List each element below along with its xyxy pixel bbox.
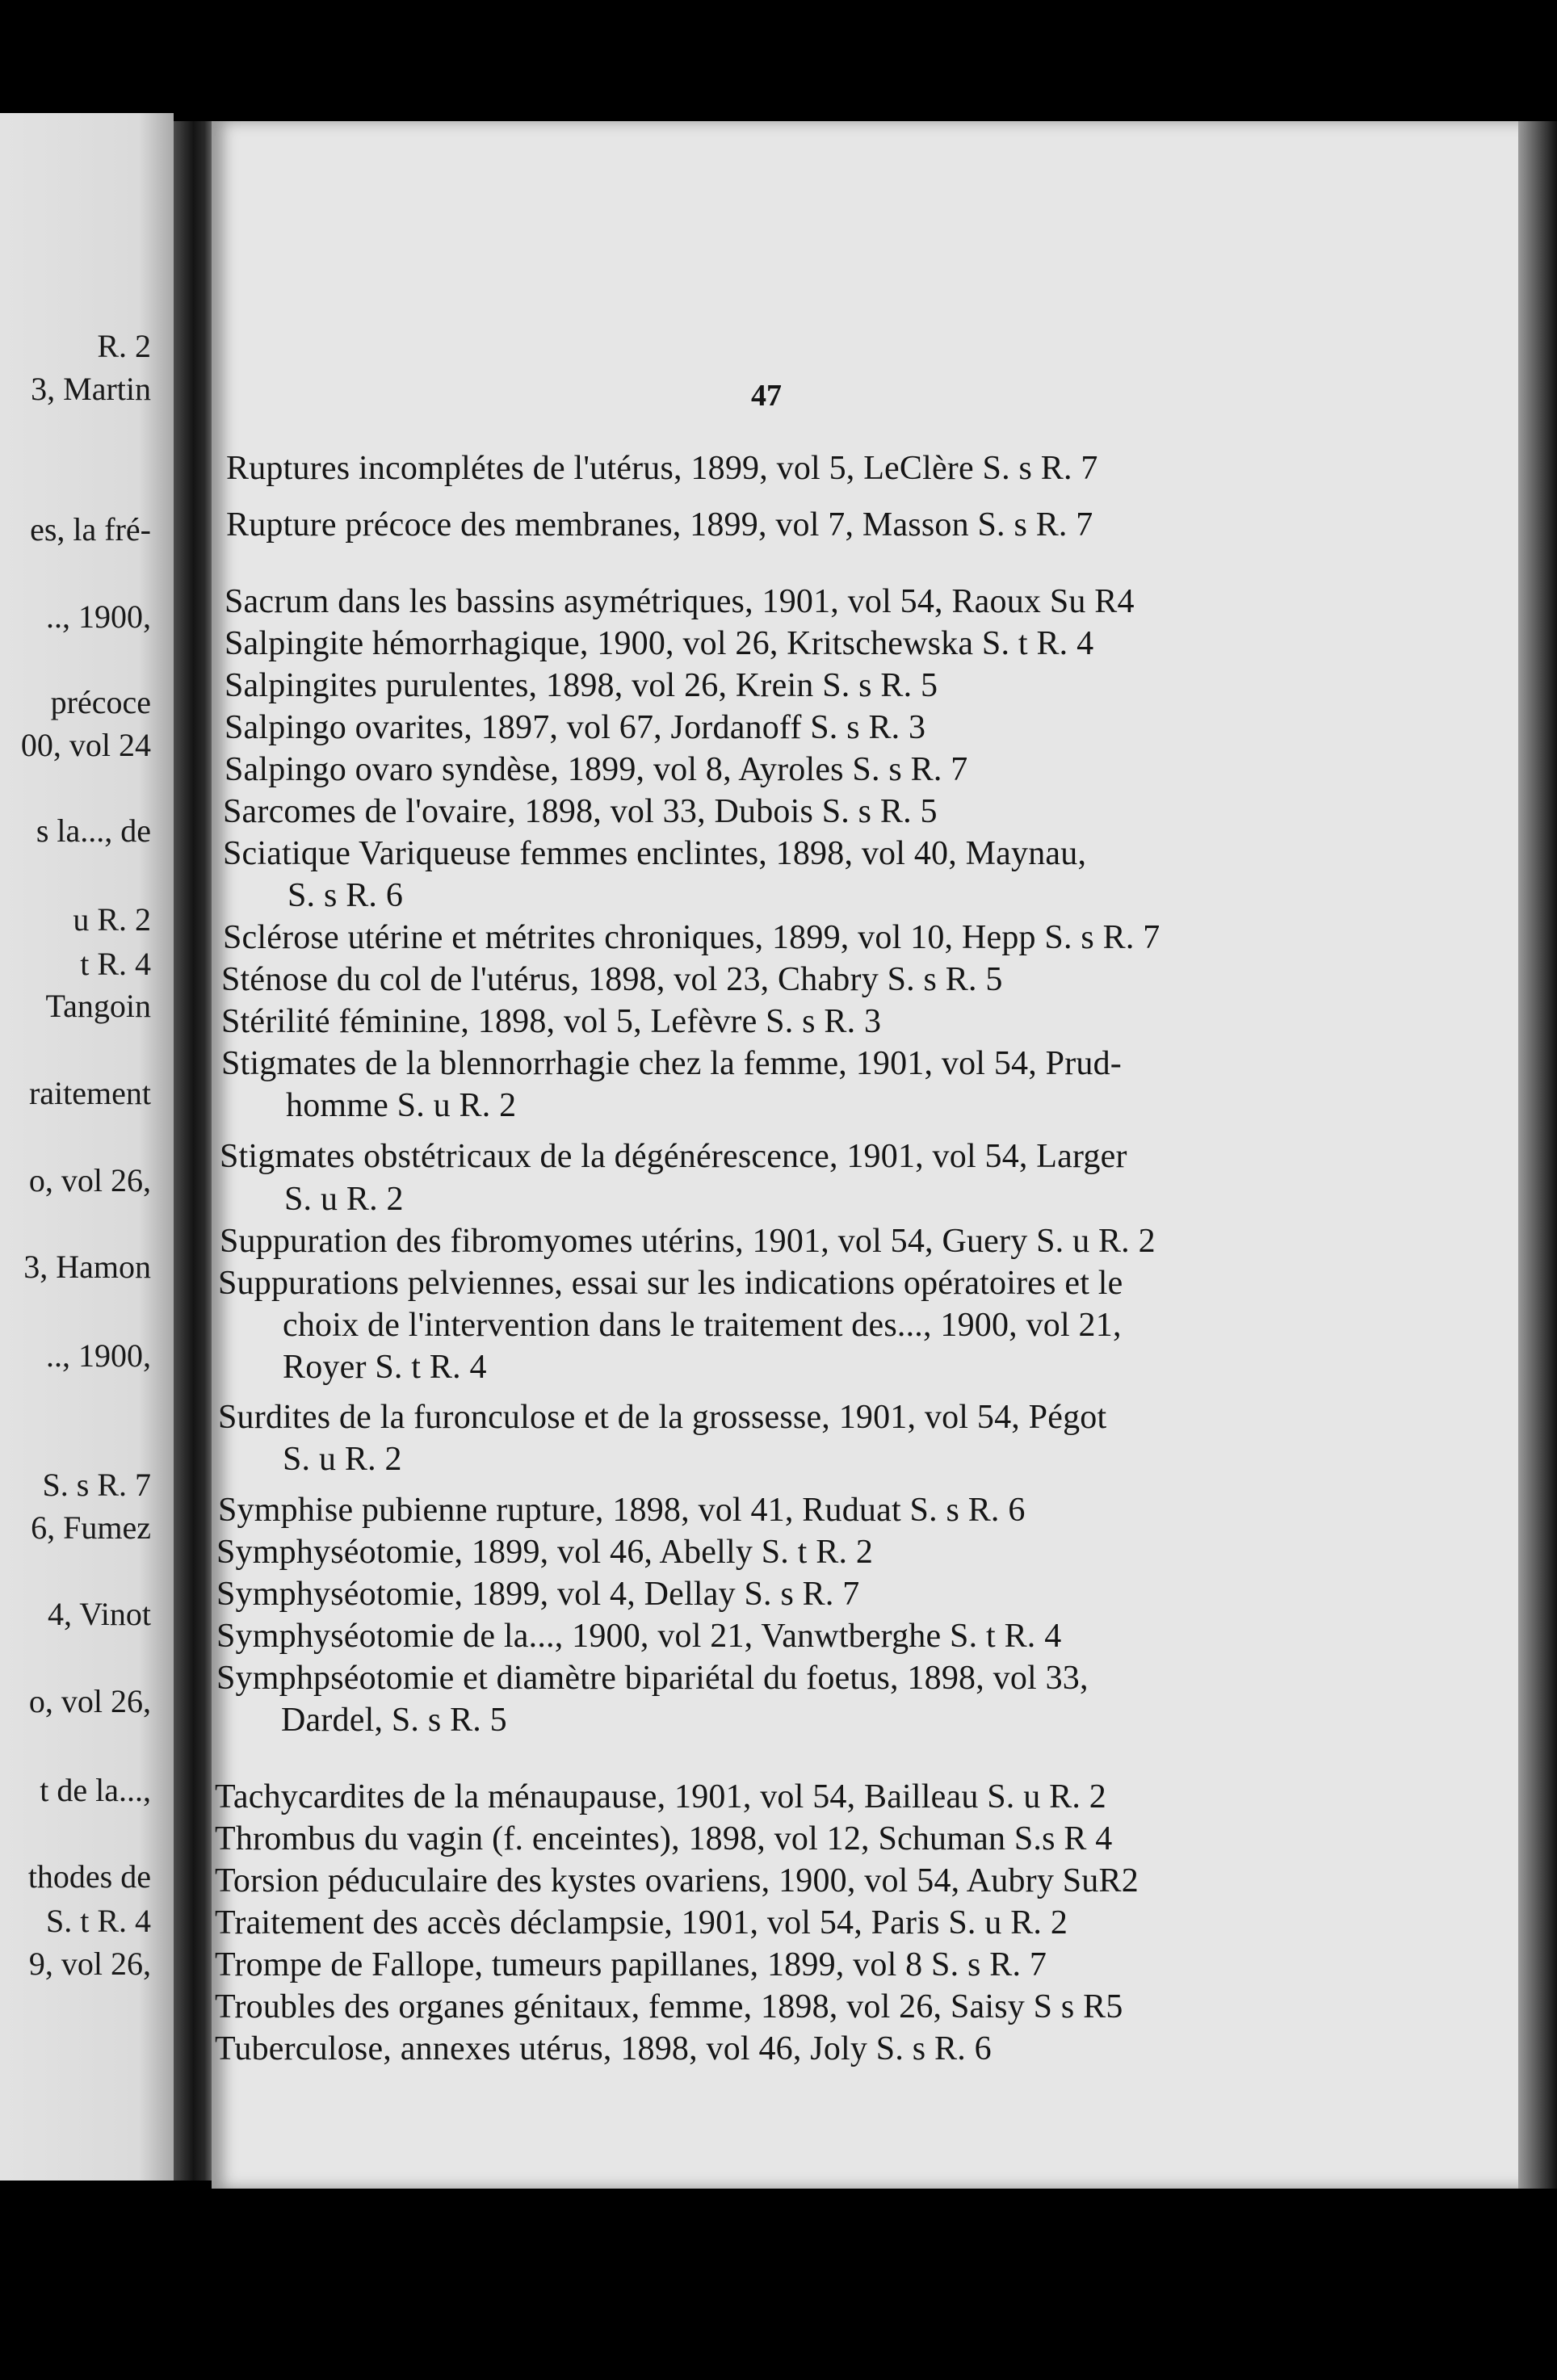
left-page-line: 6, Fumez <box>31 1509 151 1546</box>
index-entry: homme S. u R. 2 <box>286 1087 517 1124</box>
index-entry: Trompe de Fallope, tumeurs papillanes, 1899, vol 8 S. s R. 7 <box>215 1946 1047 1983</box>
index-entry: Symphpséotomie et diamètre bipariétal du foetus, 1898, vol 33, <box>216 1660 1089 1697</box>
index-entry: Salpingo ovarites, 1897, vol 67, Jordanoff S. s R. 3 <box>225 709 926 746</box>
left-page <box>0 113 174 2181</box>
index-entry: Suppurations pelviennes, essai sur les indications opératoires et le <box>218 1265 1123 1302</box>
page-edge-shadow <box>1518 121 1557 2189</box>
index-entry: Stigmates de la blennorrhagie chez la femme, 1901, vol 54, Prud- <box>221 1045 1122 1082</box>
index-entry: Symphyséotomie, 1899, vol 4, Dellay S. s R. 7 <box>216 1576 860 1613</box>
index-entry: Sciatique Variqueuse femmes enclintes, 1898, vol 40, Maynau, <box>223 835 1087 872</box>
left-page-line: 3, Martin <box>31 371 151 407</box>
index-entry: Stigmates obstétricaux de la dégénérescence, 1901, vol 54, Larger <box>220 1138 1127 1175</box>
left-page-line: .., 1900, <box>46 1337 151 1374</box>
index-entry: Suppuration des fibromyomes utérins, 1901, vol 54, Guery S. u R. 2 <box>220 1223 1156 1260</box>
index-entry: Thrombus du vagin (f. enceintes), 1898, vol 12, Schuman S.s R 4 <box>215 1820 1113 1857</box>
left-page-line: s la..., de <box>36 812 151 849</box>
index-entry: Salpingite hémorrhagique, 1900, vol 26, Kritschewska S. t R. 4 <box>225 625 1094 662</box>
left-page-line: thodes de <box>27 1858 151 1895</box>
index-entry: S. u R. 2 <box>283 1441 402 1478</box>
index-entry: Salpingites purulentes, 1898, vol 26, Krein S. s R. 5 <box>225 667 938 704</box>
left-page-line: t R. 4 <box>80 946 151 982</box>
left-page-line: 9, vol 26, <box>28 1946 151 1982</box>
index-entry: choix de l'intervention dans le traitement des..., 1900, vol 21, <box>283 1307 1122 1344</box>
left-page-line: o, vol 26, <box>28 1162 151 1198</box>
index-entry: Stérilité féminine, 1898, vol 5, Lefèvre S. s R. 3 <box>221 1003 882 1040</box>
left-page-line: .., 1900, <box>46 598 151 635</box>
index-entry: S. u R. 2 <box>284 1181 404 1218</box>
index-entry: Tuberculose, annexes utérus, 1898, vol 46, Joly S. s R. 6 <box>215 2030 992 2067</box>
left-page-line: 00, vol 24 <box>20 727 151 763</box>
left-page-line: raitement <box>28 1075 151 1111</box>
index-entry: Sacrum dans les bassins asymétriques, 1901, vol 54, Raoux Su R4 <box>225 583 1135 620</box>
index-entry: Royer S. t R. 4 <box>283 1349 487 1386</box>
left-page-line: 4, Vinot <box>48 1596 151 1632</box>
index-entry: Symphise pubienne rupture, 1898, vol 41, Ruduat S. s R. 6 <box>218 1492 1026 1529</box>
index-entry: Surdites de la furonculose et de la grossesse, 1901, vol 54, Pégot <box>218 1399 1107 1436</box>
index-entry: S. s R. 6 <box>287 877 404 914</box>
index-entry: Sclérose utérine et métrites chroniques, 1899, vol 10, Hepp S. s R. 7 <box>223 919 1160 956</box>
left-page-line: t de la..., <box>40 1772 151 1808</box>
index-entry: Symphyséotomie de la..., 1900, vol 21, Vanwtberghe S. t R. 4 <box>216 1618 1062 1655</box>
index-entry: Troubles des organes génitaux, femme, 1898, vol 26, Saisy S s R5 <box>215 1988 1123 2025</box>
left-page-line: S. s R. 7 <box>42 1467 151 1503</box>
left-page-line: R. 2 <box>97 328 151 364</box>
index-entry: Dardel, S. s R. 5 <box>281 1702 507 1739</box>
index-entry: Sténose du col de l'utérus, 1898, vol 23, Chabry S. s R. 5 <box>221 961 1003 998</box>
left-page-line: Tangoin <box>45 988 151 1024</box>
index-entry: Traitement des accès déclampsie, 1901, vol 54, Paris S. u R. 2 <box>215 1904 1068 1941</box>
index-entry: Sarcomes de l'ovaire, 1898, vol 33, Dubois S. s R. 5 <box>223 793 938 830</box>
index-entry: Tachycardites de la ménaupause, 1901, vol 54, Bailleau S. u R. 2 <box>215 1778 1106 1815</box>
index-entry: Symphyséotomie, 1899, vol 46, Abelly S. t R. 2 <box>216 1534 874 1571</box>
left-page-line: 3, Hamon <box>23 1249 151 1285</box>
left-page-line: o, vol 26, <box>28 1683 151 1719</box>
index-entry: Torsion péduculaire des kystes ovariens, 1900, vol 54, Aubry SuR2 <box>215 1862 1139 1899</box>
left-page-line: précoce <box>50 684 151 720</box>
left-page-line: u R. 2 <box>73 901 151 938</box>
left-page-line: es, la fré- <box>30 511 151 548</box>
page-number: 47 <box>751 379 782 413</box>
left-page-line: S. t R. 4 <box>45 1903 151 1939</box>
index-entry: Rupture précoce des membranes, 1899, vol 7, Masson S. s R. 7 <box>226 506 1093 544</box>
index-entry: Salpingo ovaro syndèse, 1899, vol 8, Ayroles S. s R. 7 <box>225 751 968 788</box>
index-entry: Ruptures incomplétes de l'utérus, 1899, vol 5, LeClère S. s R. 7 <box>226 450 1098 487</box>
